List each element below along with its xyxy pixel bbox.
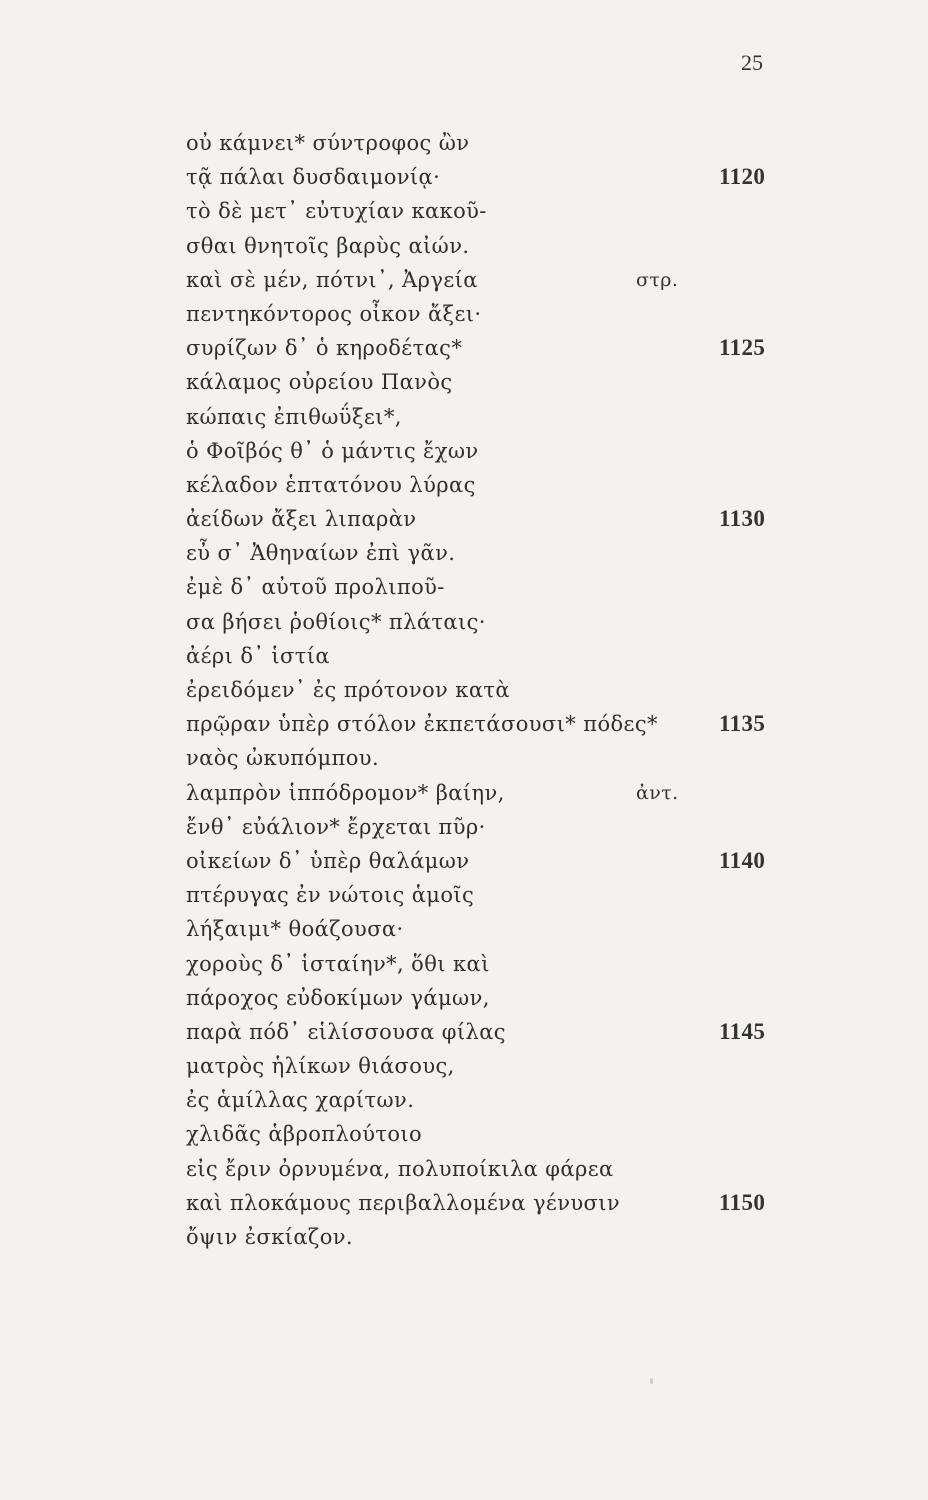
verse-line [186,1015,806,1049]
verse-line [186,912,806,946]
verse-line [186,605,806,639]
verse-line [186,536,806,570]
verse-line-text: ἐρειδόμεν᾽ ἐς πρότονον κατὰ [186,678,510,702]
verse-line [186,1117,806,1151]
verse-line [186,844,806,878]
verse-line-text: σα βήσει ῥοθίοις* πλάταις· [186,609,486,634]
line-number: 1125 [719,335,766,361]
verse-line-text: ἀείδων ἄξει λιπαρὰν [186,507,417,532]
verse-line [186,434,806,468]
verse-line-text: ἐμὲ δ᾽ αὐτοῦ προλιποῦ- [186,575,445,600]
verse-line [186,981,806,1015]
verse-line-text: πτέρυγας ἐν νώτοις ἁμοῖς [186,883,475,908]
line-number: 1140 [719,847,766,873]
verse-line [186,810,806,844]
verse-line [186,1083,806,1117]
verse-line [186,776,806,810]
verse-line [186,673,806,707]
verse-line-text: ματρὸς ἡλίκων θιάσους, [186,1054,455,1079]
verse-line-text: εὖ σ᾽ Ἀθηναίων ἐπὶ γᾶν. [186,541,456,566]
verse-line [186,229,806,263]
verse-line-text: ναὸς ὠκυπόμπου. [186,746,380,771]
strophe-marker: στρ. [636,268,679,291]
verse-line [186,1186,806,1220]
verse-line-text: σθαι θνητοῖς βαρὺς αἰών. [186,233,470,258]
verse-line [186,468,806,502]
verse-line [186,1049,806,1083]
verse-line-text: τᾷ πάλαι δυσδαιμονίᾳ· [186,165,441,190]
verse-line [186,297,806,331]
verse-line-text: ὄψιν ἐσκίαζον. [186,1225,353,1249]
strophe-marker: ἀντ. [636,781,679,804]
verse-line [186,126,806,160]
verse-line [186,947,806,981]
line-number: 1145 [719,1018,766,1044]
ink-speck [650,1378,653,1384]
line-number: 1130 [719,506,766,532]
verse-line [186,160,806,194]
verse-line-text: χοροὺς δ᾽ ἱσταίην*, ὅθι καὶ [186,951,490,976]
verse-line-text: λήξαιμι* θοάζουσα· [186,917,404,942]
verse-line-text: ἔνθ᾽ εὐάλιον* ἔρχεται πῦρ· [186,814,486,839]
verse-line-text: κέλαδον ἑπτατόνου λύρας [186,472,476,497]
line-number: 1150 [719,1189,766,1215]
verse-line [186,639,806,673]
verse-line [186,741,806,775]
verse-line [186,1152,806,1186]
verse-line-text: οἰκείων δ᾽ ὑπὲρ θαλάμων [186,848,470,873]
verse-line-text: καὶ πλοκάμους περιβαλλομένα γένυσιν [186,1190,621,1215]
verse-line-text: συρίζων δ᾽ ὁ κηροδέτας* [186,336,463,361]
verse-text-block [186,126,806,1254]
verse-line-text: τὸ δὲ μετ᾽ εὐτυχίαν κακοῦ- [186,199,487,224]
verse-line [186,400,806,434]
verse-line-text: λαμπρὸν ἱππόδρομον* βαίην, [186,780,505,805]
verse-line-text: οὐ κάμνει* σύντροφος ὢν [186,131,470,155]
verse-line [186,878,806,912]
verse-line-text: παρὰ πόδ᾽ εἱλίσσουσα φίλας [186,1019,506,1044]
verse-line-text: πεντηκόντορος οἶκον ἄξει· [186,301,482,326]
verse-line [186,365,806,399]
verse-line [186,570,806,604]
verse-line [186,1220,806,1254]
line-number: 1120 [719,164,766,190]
line-number: 1135 [719,711,766,737]
verse-line-text: ὁ Φοῖβός θ᾽ ὁ μάντις ἔχων [186,438,479,463]
verse-line-text: πάροχος εὐδοκίμων γάμων, [186,985,490,1010]
verse-line-text: ἐς ἁμίλλας χαρίτων. [186,1088,415,1113]
verse-line-text: κώπαις ἐπιθωΰξει*, [186,404,402,429]
verse-line-text: χλιδᾶς ἁβροπλούτοιο [186,1122,423,1147]
verse-line [186,194,806,228]
verse-line [186,707,806,741]
verse-line [186,331,806,365]
verse-line-text: κάλαμος οὐρείου Πανὸς [186,370,453,395]
verse-line [186,263,806,297]
page-number: 25 [741,50,763,75]
verse-line-text: καὶ σὲ μέν, πότνι᾽, Ἀργεία [186,267,478,292]
verse-line-text: εἰς ἔριν ὀρνυμένα, πολυποίκιλα φάρεα [186,1156,614,1181]
verse-line [186,502,806,536]
verse-line-text: ἀέρι δ᾽ ἱστία [186,643,330,668]
verse-line-text: πρῷραν ὑπὲρ στόλον ἐκπετάσουσι* πόδες* [186,712,658,737]
